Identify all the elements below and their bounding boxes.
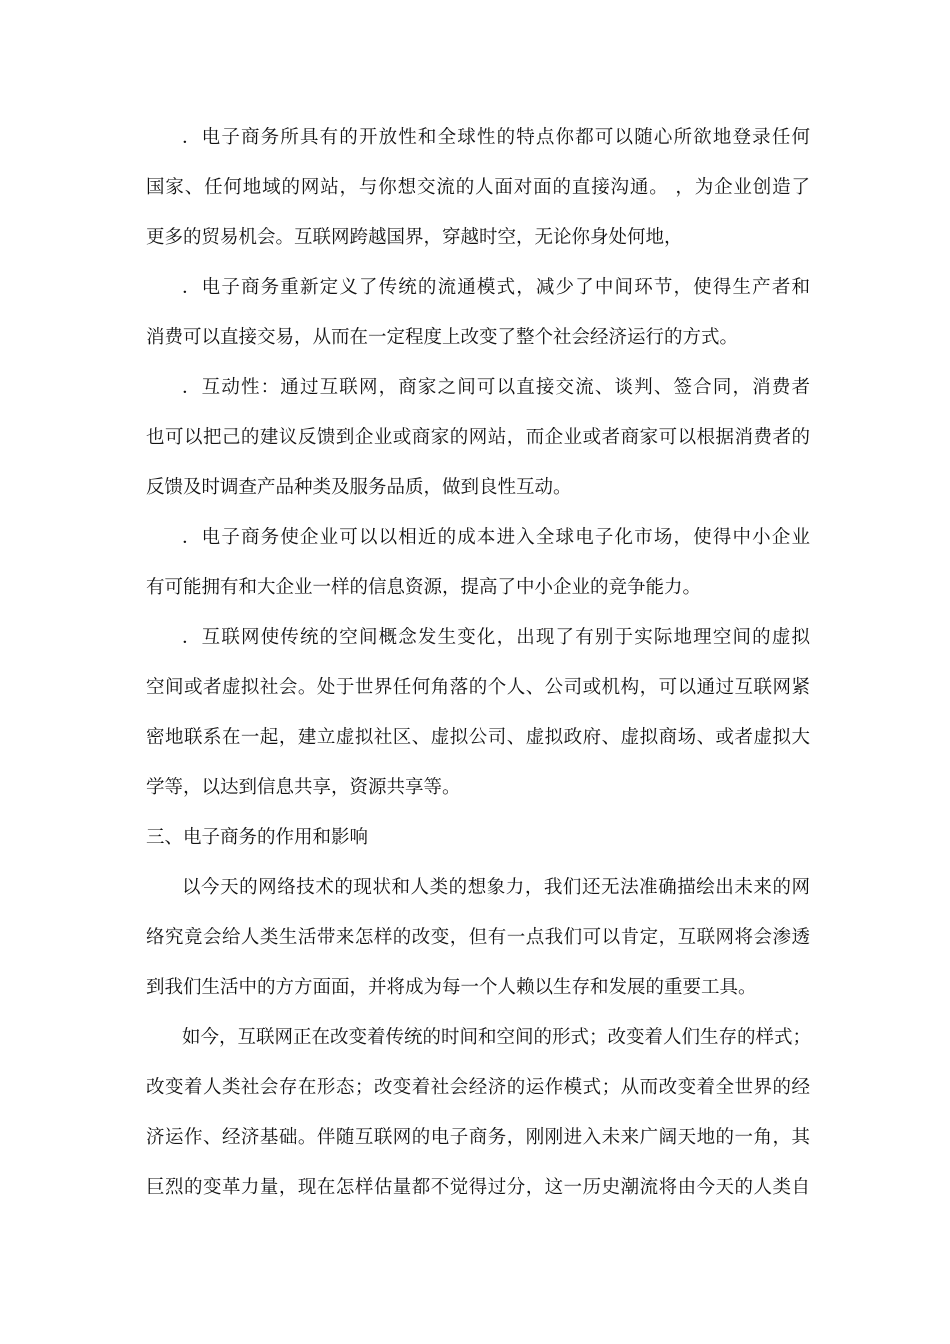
text-line: 学等，以达到信息共享，资源共享等。 xyxy=(146,777,461,798)
text-line: 如今，互联网正在改变着传统的时间和空间的形式；改变着人们生存的样式； xyxy=(182,1027,812,1048)
text-line: 有可能拥有和大企业一样的信息资源，提高了中小企业的竞争能力。 xyxy=(146,577,702,598)
text-line: ．电子商务所具有的开放性和全球性的特点你都可以随心所欲地登录任何 xyxy=(182,127,810,148)
text-line: 济运作、经济基础。伴随互联网的电子商务，刚刚进入未来广阔天地的一角，其 xyxy=(146,1127,810,1148)
text-line: 空间或者虚拟社会。处于世界任何角落的个人、公司或机构，可以通过互联网紧 xyxy=(146,677,810,698)
text-line: 国家、任何地域的网站，与你想交流的人面对面的直接沟通。 ，为企业创造了 xyxy=(146,177,810,198)
text-line: 改变着人类社会存在形态；改变着社会经济的运作模式；从而改变着全世界的经 xyxy=(146,1077,810,1098)
text-line: ．电子商务使企业可以以相近的成本进入全球电子化市场，使得中小企业 xyxy=(182,527,810,548)
text-line: 反馈及时调查产品种类及服务品质，做到良性互动。 xyxy=(146,477,572,498)
text-line: 到我们生活中的方方面面，并将成为每一个人赖以生存和发展的重要工具。 xyxy=(146,977,757,998)
text-line: ．互联网使传统的空间概念发生变化，出现了有别于实际地理空间的虚拟 xyxy=(182,627,810,648)
text-line: 络究竟会给人类生活带来怎样的改变，但有一点我们可以肯定，互联网将会渗透 xyxy=(146,927,810,948)
text-line: 巨烈的变革力量，现在怎样估量都不觉得过分，这一历史潮流将由今天的人类自 xyxy=(146,1177,810,1198)
text-line: 也可以把己的建议反馈到企业或商家的网站，而企业或者商家可以根据消费者的 xyxy=(146,427,810,448)
text-line: ．电子商务重新定义了传统的流通模式，减少了中间环节，使得生产者和 xyxy=(182,277,810,298)
text-line: 密地联系在一起，建立虚拟社区、虚拟公司、虚拟政府、虚拟商场、或者虚拟大 xyxy=(146,727,810,748)
text-line: 消费可以直接交易，从而在一定程度上改变了整个社会经济运行的方式。 xyxy=(146,327,739,348)
text-line: 以今天的网络技术的现状和人类的想象力，我们还无法准确描绘出未来的网 xyxy=(182,877,810,898)
text-line: ．互动性：通过互联网，商家之间可以直接交流、谈判、签合同，消费者 xyxy=(182,377,810,398)
text-line: 更多的贸易机会。互联网跨越国界，穿越时空，无论你身处何地， xyxy=(146,227,683,248)
section-heading: 三、电子商务的作用和影响 xyxy=(146,827,369,848)
